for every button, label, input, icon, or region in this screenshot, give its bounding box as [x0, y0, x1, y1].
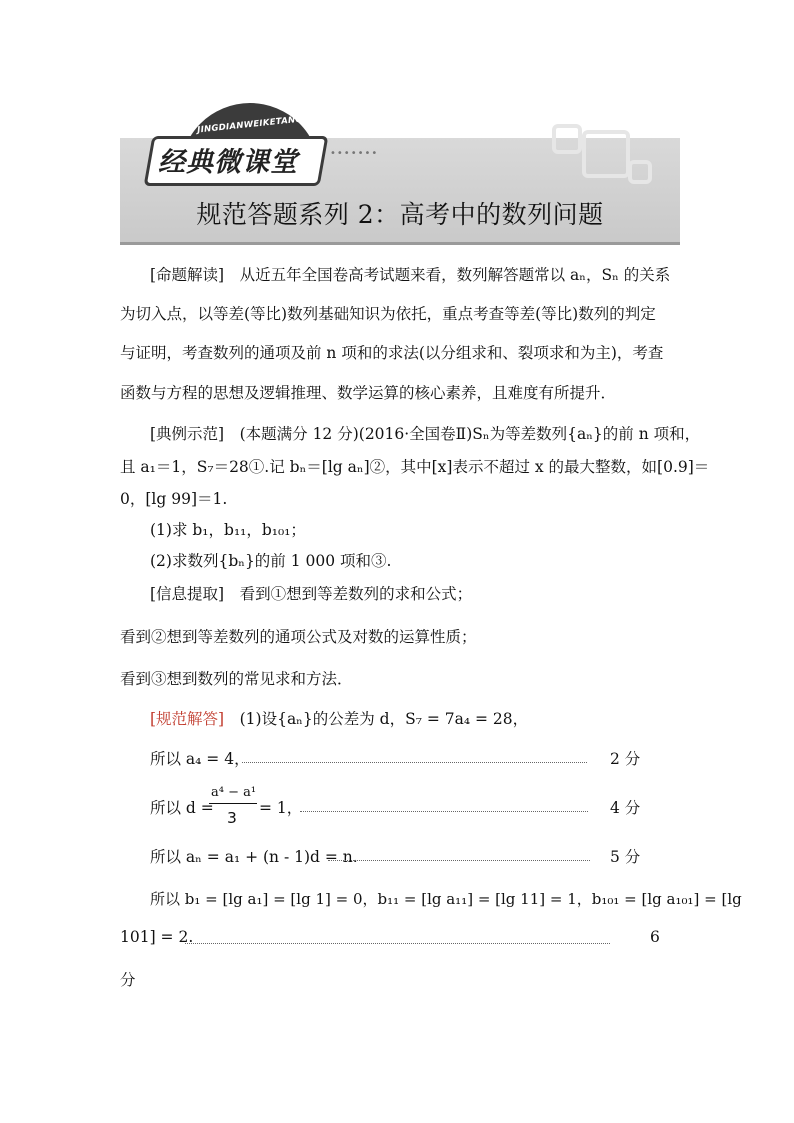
header-banner [120, 114, 680, 246]
intro-line-4: 函数与方程的思想及逻辑推理、数学运算的核心素养，且难度有所提升． [120, 384, 617, 402]
page-title: 规范答题系列 2：高考中的数列问题 [196, 200, 604, 229]
step-2-suffix: = 1， [259, 799, 303, 817]
info-line-1: [信息提取] 看到①想到等差数列的求和公式； [150, 585, 473, 603]
leader-dots [328, 860, 590, 861]
intro-line-2: 为切入点，以等差(等比)数列基础知识为依托，重点考查等差(等比)数列的判定 [120, 305, 656, 323]
leader-dots [242, 762, 587, 763]
fraction-bar [209, 803, 257, 804]
banner-divider [120, 242, 680, 245]
badge-dots: ••••••• [330, 148, 379, 159]
info-line-3: 看到③想到数列的常见求和方法． [120, 670, 353, 688]
step-3: 所以 aₙ = a₁ + (n - 1)d = n. [150, 848, 358, 866]
decorative-square-icon [582, 130, 630, 178]
step-1: 所以 a₄ = 4， [150, 750, 250, 768]
step-4-line-1: 所以 b₁ = [lg a₁] = [lg 1] = 0，b₁₁ = [lg a₁₁] = [lg 11] = 1，b₁₀₁ = [lg a₁₀₁] = [lg [150, 890, 742, 908]
fraction-numerator: a⁴ − a¹ [211, 785, 257, 800]
step-3-score: 5 分 [610, 848, 641, 866]
example-line-1: [典例示范] (本题满分 12 分)(2016·全国卷Ⅱ)Sₙ为等差数列{aₙ}的前 n 项和， [150, 425, 701, 443]
solution-intro-text: (1)设{aₙ}的公差为 d，S₇ = 7a₄ = 28， [239, 710, 529, 728]
question-2: (2)求数列{bₙ}的前 1 000 项和③. [150, 552, 392, 570]
step-4-score-number: 6 [650, 928, 660, 946]
step-2-prefix: 所以 d = [150, 799, 214, 817]
example-line-3: 0，[lg 99]＝1. [120, 490, 228, 508]
step-2-score: 4 分 [610, 799, 641, 817]
question-1: (1)求 b₁，b₁₁，b₁₀₁； [150, 521, 306, 539]
decorative-square-icon [628, 160, 652, 184]
leader-dots [185, 943, 610, 944]
badge-label: 经典微课堂 [158, 147, 298, 178]
intro-line-1: [命题解读] 从近五年全国卷高考试题来看，数列解答题常以 aₙ，Sₙ 的关系 [150, 266, 671, 284]
badge-pinyin: JINGDIANWEIKETANG [196, 114, 304, 136]
fraction-denominator: 3 [227, 809, 237, 827]
intro-line-3: 与证明，考查数列的通项及前 n 项和的求法(以分组求和、裂项求和为主)，考查 [120, 344, 664, 362]
step-4-score-unit: 分 [120, 971, 136, 989]
decorative-square-icon [552, 124, 582, 154]
solution-tag: [规范解答] [150, 710, 225, 728]
info-line-2: 看到②想到等差数列的通项公式及对数的运算性质； [120, 628, 477, 646]
step-1-score: 2 分 [610, 750, 641, 768]
example-line-2: 且 a₁＝1，S₇＝28①.记 bₙ＝[lg aₙ]②，其中[x]表示不超过 x 的最大整数，如[0.9]＝ [120, 458, 710, 476]
leader-dots [300, 811, 588, 812]
step-4-line-2: 101] = 2. [120, 928, 194, 946]
solution-intro [150, 707, 528, 729]
